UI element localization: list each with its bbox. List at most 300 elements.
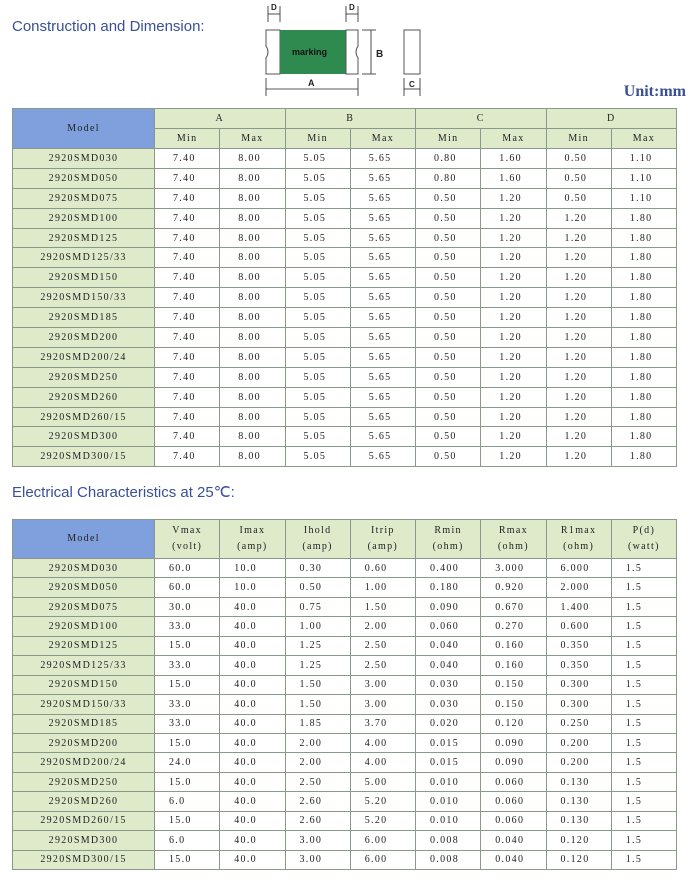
value-cell: 1.80 (611, 427, 676, 447)
value-cell: 5.05 (285, 447, 350, 467)
value-cell: 5.05 (285, 208, 350, 228)
dim-group-d: D (546, 109, 677, 129)
value-cell: 7.40 (155, 387, 220, 407)
dim-subheader-0: Min (155, 129, 220, 149)
value-cell: 0.50 (416, 387, 481, 407)
value-cell: 1.5 (611, 792, 676, 811)
value-cell: 1.5 (611, 772, 676, 791)
value-cell: 1.5 (611, 636, 676, 655)
value-cell: 0.060 (481, 772, 546, 791)
construction-heading: Construction and Dimension: (12, 18, 205, 35)
value-cell: 1.5 (611, 733, 676, 752)
elec-header-name: Ihold (303, 525, 332, 536)
model-cell: 2920SMD260 (13, 387, 155, 407)
value-cell: 8.00 (220, 427, 285, 447)
model-cell: 2920SMD250 (13, 367, 155, 387)
value-cell: 0.50 (416, 248, 481, 268)
value-cell: 2.000 (546, 578, 611, 597)
value-cell: 6.00 (350, 831, 415, 850)
value-cell: 15.0 (155, 733, 220, 752)
value-cell: 0.120 (481, 714, 546, 733)
value-cell: 1.20 (546, 387, 611, 407)
value-cell: 0.015 (416, 733, 481, 752)
elec-header-name: Itrip (371, 525, 395, 536)
value-cell: 1.00 (285, 617, 350, 636)
value-cell: 0.50 (416, 367, 481, 387)
model-cell: 2920SMD185 (13, 308, 155, 328)
value-cell: 0.50 (285, 578, 350, 597)
value-cell: 8.00 (220, 228, 285, 248)
value-cell: 5.05 (285, 367, 350, 387)
value-cell: 1.80 (611, 447, 676, 467)
value-cell: 5.05 (285, 149, 350, 169)
elec-header-unit: (amp) (367, 541, 399, 552)
model-cell: 2920SMD125/33 (13, 248, 155, 268)
value-cell: 0.75 (285, 597, 350, 616)
value-cell: 1.85 (285, 714, 350, 733)
value-cell: 40.0 (220, 772, 285, 791)
model-cell: 2920SMD200 (13, 733, 155, 752)
value-cell: 5.05 (285, 387, 350, 407)
value-cell: 5.05 (285, 328, 350, 348)
elec-header-unit: (watt) (628, 541, 660, 552)
value-cell: 8.00 (220, 367, 285, 387)
model-cell: 2920SMD185 (13, 714, 155, 733)
value-cell: 5.00 (350, 772, 415, 791)
table-row (13, 188, 677, 208)
value-cell: 0.015 (416, 753, 481, 772)
model-cell: 2920SMD150/33 (13, 288, 155, 308)
value-cell: 1.5 (611, 617, 676, 636)
table-row (13, 288, 677, 308)
value-cell: 33.0 (155, 656, 220, 675)
value-cell: 1.20 (481, 447, 546, 467)
elec-header-0 (13, 520, 155, 559)
value-cell: 40.0 (220, 733, 285, 752)
elec-header-unit: (amp) (302, 541, 333, 552)
value-cell: 5.05 (285, 228, 350, 248)
value-cell: 1.20 (481, 188, 546, 208)
value-cell: 5.65 (350, 228, 415, 248)
value-cell: 0.400 (416, 559, 481, 578)
model-cell: 2920SMD050 (13, 168, 155, 188)
table-row (13, 578, 677, 597)
value-cell: 8.00 (220, 268, 285, 288)
dim-table-body (13, 149, 677, 467)
value-cell: 15.0 (155, 811, 220, 830)
value-cell: 1.20 (546, 328, 611, 348)
table-row (13, 347, 677, 367)
model-cell: 2920SMD050 (13, 578, 155, 597)
value-cell: 7.40 (155, 308, 220, 328)
value-cell: 7.40 (155, 208, 220, 228)
table-row (13, 228, 677, 248)
value-cell: 8.00 (220, 347, 285, 367)
value-cell: 5.65 (350, 308, 415, 328)
value-cell: 0.040 (481, 850, 546, 869)
value-cell: 40.0 (220, 792, 285, 811)
value-cell: 0.50 (416, 347, 481, 367)
table-row (13, 831, 677, 850)
value-cell: 2.50 (285, 772, 350, 791)
value-cell: 1.80 (611, 387, 676, 407)
value-cell: 24.0 (155, 753, 220, 772)
value-cell: 5.05 (285, 188, 350, 208)
value-cell: 40.0 (220, 617, 285, 636)
value-cell: 5.65 (350, 268, 415, 288)
value-cell: 1.10 (611, 168, 676, 188)
value-cell: 7.40 (155, 367, 220, 387)
value-cell: 8.00 (220, 149, 285, 169)
value-cell: 15.0 (155, 850, 220, 869)
value-cell: 8.00 (220, 407, 285, 427)
table-row (13, 248, 677, 268)
table-row (13, 597, 677, 616)
component-body (266, 30, 280, 74)
value-cell: 60.0 (155, 578, 220, 597)
value-cell: 6.00 (350, 850, 415, 869)
value-cell: 8.00 (220, 328, 285, 348)
component-diagram (258, 0, 438, 100)
value-cell: 5.65 (350, 288, 415, 308)
elec-header-6 (481, 520, 546, 559)
value-cell: 7.40 (155, 149, 220, 169)
elec-header-7 (546, 520, 611, 559)
value-cell: 1.5 (611, 753, 676, 772)
table-row (13, 733, 677, 752)
model-cell: 2920SMD260 (13, 792, 155, 811)
value-cell: 1.25 (285, 656, 350, 675)
value-cell: 1.80 (611, 208, 676, 228)
table-row (13, 792, 677, 811)
value-cell: 1.50 (350, 597, 415, 616)
table-row (13, 149, 677, 169)
value-cell: 1.20 (546, 268, 611, 288)
elec-table-body (13, 559, 677, 870)
dim-subheader-4: Min (416, 129, 481, 149)
value-cell: 5.05 (285, 427, 350, 447)
value-cell: 33.0 (155, 695, 220, 714)
model-cell: 2920SMD125 (13, 228, 155, 248)
value-cell: 1.20 (481, 268, 546, 288)
table-row (13, 617, 677, 636)
value-cell: 40.0 (220, 831, 285, 850)
value-cell: 0.130 (546, 772, 611, 791)
value-cell: 3.00 (350, 675, 415, 694)
value-cell: 1.20 (546, 367, 611, 387)
value-cell: 3.00 (285, 850, 350, 869)
elec-header-5 (416, 520, 481, 559)
value-cell: 5.05 (285, 248, 350, 268)
value-cell: 0.030 (416, 695, 481, 714)
value-cell: 0.50 (416, 208, 481, 228)
value-cell: 5.20 (350, 792, 415, 811)
value-cell: 0.040 (416, 656, 481, 675)
value-cell: 0.040 (481, 831, 546, 850)
value-cell: 7.40 (155, 248, 220, 268)
value-cell: 5.05 (285, 308, 350, 328)
elec-header-name: Imax (239, 525, 266, 536)
elec-header-2 (220, 520, 285, 559)
diagram-label-d-left: D (271, 3, 277, 12)
value-cell: 0.060 (481, 811, 546, 830)
value-cell: 6.0 (155, 792, 220, 811)
value-cell: 1.80 (611, 328, 676, 348)
value-cell: 0.008 (416, 831, 481, 850)
value-cell: 5.65 (350, 367, 415, 387)
model-cell: 2920SMD075 (13, 188, 155, 208)
value-cell: 1.20 (546, 288, 611, 308)
value-cell: 5.65 (350, 447, 415, 467)
dim-group-a: A (155, 109, 286, 129)
value-cell: 2.50 (350, 656, 415, 675)
value-cell: 7.40 (155, 188, 220, 208)
value-cell: 7.40 (155, 268, 220, 288)
model-cell: 2920SMD100 (13, 208, 155, 228)
value-cell: 0.010 (416, 772, 481, 791)
elec-header-name: Model (67, 533, 100, 544)
value-cell: 2.60 (285, 792, 350, 811)
value-cell: 7.40 (155, 427, 220, 447)
value-cell: 2.00 (285, 753, 350, 772)
value-cell: 4.00 (350, 753, 415, 772)
electrical-table (12, 519, 677, 870)
value-cell: 1.20 (546, 308, 611, 328)
dimension-table (12, 108, 677, 467)
value-cell: 1.20 (546, 208, 611, 228)
value-cell: 1.60 (481, 168, 546, 188)
value-cell: 40.0 (220, 753, 285, 772)
value-cell: 0.010 (416, 792, 481, 811)
value-cell: 1.20 (481, 288, 546, 308)
model-cell: 2920SMD200 (13, 328, 155, 348)
value-cell: 7.40 (155, 347, 220, 367)
value-cell: 1.80 (611, 347, 676, 367)
model-cell: 2920SMD260/15 (13, 407, 155, 427)
value-cell: 1.5 (611, 578, 676, 597)
value-cell: 3.70 (350, 714, 415, 733)
table-row (13, 772, 677, 791)
value-cell: 5.65 (350, 347, 415, 367)
table-row (13, 268, 677, 288)
model-cell: 2920SMD300/15 (13, 447, 155, 467)
value-cell: 15.0 (155, 772, 220, 791)
value-cell: 5.65 (350, 168, 415, 188)
value-cell: 0.060 (481, 792, 546, 811)
value-cell: 7.40 (155, 228, 220, 248)
model-cell: 2920SMD150 (13, 268, 155, 288)
value-cell: 6.0 (155, 831, 220, 850)
table-row (13, 753, 677, 772)
value-cell: 0.350 (546, 636, 611, 655)
value-cell: 2.60 (285, 811, 350, 830)
diagram-label-c: C (409, 80, 415, 89)
value-cell: 5.65 (350, 387, 415, 407)
value-cell: 7.40 (155, 447, 220, 467)
value-cell: 0.130 (546, 792, 611, 811)
table-row (13, 328, 677, 348)
value-cell: 5.65 (350, 427, 415, 447)
value-cell: 0.50 (546, 149, 611, 169)
elec-header-4 (350, 520, 415, 559)
value-cell: 1.10 (611, 149, 676, 169)
table-row (13, 559, 677, 578)
value-cell: 40.0 (220, 695, 285, 714)
elec-header-unit: (ohm) (432, 541, 464, 552)
elec-header-unit: (volt) (172, 541, 203, 552)
value-cell: 2.50 (350, 636, 415, 655)
value-cell: 0.50 (416, 407, 481, 427)
model-cell: 2920SMD200/24 (13, 753, 155, 772)
value-cell: 0.80 (416, 149, 481, 169)
elec-header-unit: (ohm) (563, 541, 595, 552)
value-cell: 1.80 (611, 308, 676, 328)
model-cell: 2920SMD200/24 (13, 347, 155, 367)
dim-subheader-7: Max (611, 129, 676, 149)
value-cell: 0.50 (416, 427, 481, 447)
model-cell: 2920SMD250 (13, 772, 155, 791)
value-cell: 6.000 (546, 559, 611, 578)
value-cell: 1.10 (611, 188, 676, 208)
value-cell: 1.5 (611, 597, 676, 616)
value-cell: 5.05 (285, 288, 350, 308)
value-cell: 40.0 (220, 656, 285, 675)
model-cell: 2920SMD030 (13, 559, 155, 578)
dim-group-c: C (416, 109, 547, 129)
value-cell: 1.20 (546, 248, 611, 268)
value-cell: 1.5 (611, 656, 676, 675)
table-row (13, 308, 677, 328)
value-cell: 0.150 (481, 695, 546, 714)
value-cell: 0.120 (546, 831, 611, 850)
value-cell: 0.020 (416, 714, 481, 733)
value-cell: 1.25 (285, 636, 350, 655)
value-cell: 0.008 (416, 850, 481, 869)
value-cell: 40.0 (220, 850, 285, 869)
value-cell: 1.20 (546, 447, 611, 467)
value-cell: 5.05 (285, 407, 350, 427)
elec-header-name: Rmin (434, 525, 462, 536)
value-cell: 30.0 (155, 597, 220, 616)
elec-header-name: Rmax (498, 525, 528, 536)
value-cell: 5.65 (350, 248, 415, 268)
value-cell: 4.00 (350, 733, 415, 752)
value-cell: 0.180 (416, 578, 481, 597)
elec-header-name: P(d) (632, 525, 656, 536)
value-cell: 1.20 (481, 367, 546, 387)
value-cell: 60.0 (155, 559, 220, 578)
value-cell: 3.00 (285, 831, 350, 850)
table-row (13, 850, 677, 869)
unit-label: Unit:mm (623, 83, 686, 100)
value-cell: 0.300 (546, 695, 611, 714)
value-cell: 33.0 (155, 714, 220, 733)
value-cell: 1.20 (481, 228, 546, 248)
value-cell: 2.00 (285, 733, 350, 752)
value-cell: 1.20 (481, 347, 546, 367)
value-cell: 0.350 (546, 656, 611, 675)
dim-subheader-5: Max (481, 129, 546, 149)
value-cell: 0.50 (546, 188, 611, 208)
value-cell: 8.00 (220, 248, 285, 268)
dim-subheader-6: Min (546, 129, 611, 149)
value-cell: 0.150 (481, 675, 546, 694)
table-row (13, 636, 677, 655)
value-cell: 0.200 (546, 733, 611, 752)
value-cell: 1.20 (481, 248, 546, 268)
value-cell: 40.0 (220, 811, 285, 830)
value-cell: 40.0 (220, 597, 285, 616)
diagram-label-a: A (308, 78, 315, 88)
value-cell: 7.40 (155, 168, 220, 188)
model-cell: 2920SMD150/33 (13, 695, 155, 714)
diagram-label-d-right: D (349, 3, 355, 12)
value-cell: 40.0 (220, 675, 285, 694)
value-cell: 5.65 (350, 188, 415, 208)
model-cell: 2920SMD300/15 (13, 850, 155, 869)
value-cell: 8.00 (220, 168, 285, 188)
value-cell: 1.20 (546, 427, 611, 447)
table-row (13, 675, 677, 694)
marking-label: marking (292, 47, 328, 57)
value-cell: 1.20 (481, 308, 546, 328)
value-cell: 0.250 (546, 714, 611, 733)
model-cell: 2920SMD030 (13, 149, 155, 169)
value-cell: 3.000 (481, 559, 546, 578)
value-cell: 0.50 (416, 268, 481, 288)
value-cell: 5.05 (285, 168, 350, 188)
model-cell: 2920SMD075 (13, 597, 155, 616)
value-cell: 5.65 (350, 149, 415, 169)
model-cell: 2920SMD125/33 (13, 656, 155, 675)
value-cell: 8.00 (220, 188, 285, 208)
value-cell: 1.400 (546, 597, 611, 616)
value-cell: 1.80 (611, 288, 676, 308)
elec-header-unit: (ohm) (497, 541, 529, 552)
value-cell: 0.50 (546, 168, 611, 188)
elec-header-unit: (amp) (237, 541, 268, 552)
value-cell: 0.600 (546, 617, 611, 636)
value-cell: 1.5 (611, 695, 676, 714)
value-cell: 1.5 (611, 559, 676, 578)
table-row (13, 208, 677, 228)
value-cell: 1.5 (611, 714, 676, 733)
model-cell: 2920SMD125 (13, 636, 155, 655)
value-cell: 1.00 (350, 578, 415, 597)
value-cell: 10.0 (220, 578, 285, 597)
value-cell: 5.65 (350, 208, 415, 228)
value-cell: 0.090 (416, 597, 481, 616)
table-row (13, 427, 677, 447)
table-row (13, 695, 677, 714)
value-cell: 0.50 (416, 447, 481, 467)
value-cell: 1.60 (481, 149, 546, 169)
value-cell: 33.0 (155, 617, 220, 636)
value-cell: 0.50 (416, 328, 481, 348)
value-cell: 0.200 (546, 753, 611, 772)
value-cell: 7.40 (155, 328, 220, 348)
table-row (13, 367, 677, 387)
value-cell: 5.05 (285, 268, 350, 288)
dim-subheader-2: Min (285, 129, 350, 149)
value-cell: 0.300 (546, 675, 611, 694)
value-cell: 40.0 (220, 714, 285, 733)
elec-header-8 (611, 520, 676, 559)
value-cell: 1.5 (611, 850, 676, 869)
value-cell: 1.20 (481, 328, 546, 348)
value-cell: 0.090 (481, 753, 546, 772)
value-cell: 0.160 (481, 636, 546, 655)
